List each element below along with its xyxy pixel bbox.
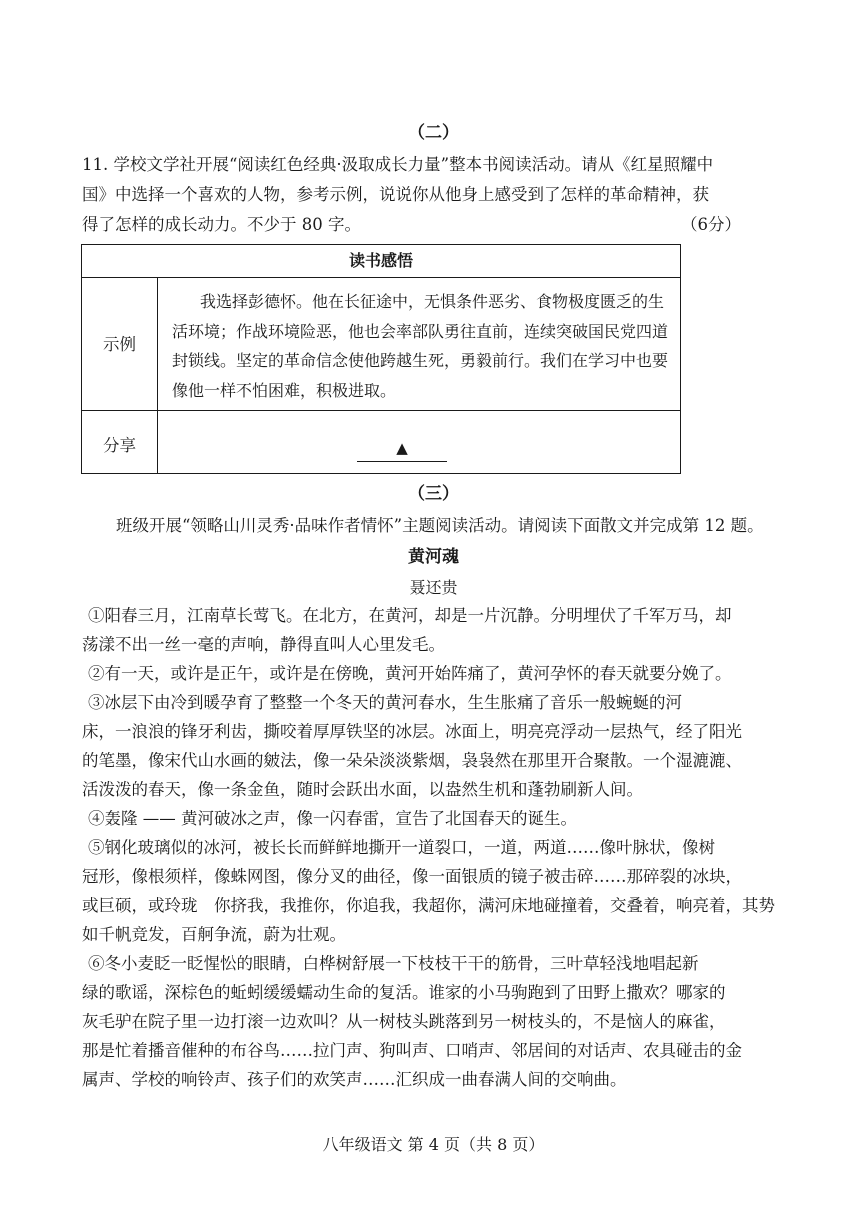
example-line-3: 封锁线。坚定的革命信念使他跨越生死，勇毅前行。我们在学习中也要	[172, 351, 669, 370]
essay-author: 聂还贵	[409, 578, 458, 597]
q11-line-1: 11. 学校文学社开展“阅读红色经典·汲取成长力量”整本书阅读活动。请从《红星照耀中	[82, 155, 714, 174]
essay-line: 灰毛驴在院子里一边打滚一边欢叫？从一树枝头跳落到另一树枝头的，不是恼人的麻雀，	[82, 1012, 726, 1031]
essay-line: 活泼泼的春天，像一条金鱼，随时会跃出水面，以盎然生机和蓬勃刷新人间。	[82, 780, 643, 799]
answer-blank[interactable]: ▲	[357, 437, 447, 462]
essay-line: 荡漾不出一丝一毫的声响，静得直叫人心里发毛。	[82, 635, 445, 654]
q11-line-3: 得了怎样的成长动力。不少于 80 字。	[82, 215, 361, 234]
example-label: 示例	[103, 335, 136, 354]
table-header: 读书感悟	[82, 245, 680, 278]
example-line-2: 活环境；作战环境险恶，他也会率部队勇往直前，连续突破国民党四道	[172, 322, 669, 341]
essay-line: 绿的歌谣，深棕色的蚯蚓缓缓蠕动生命的复活。谁家的小马驹跑到了田野上撒欢？哪家的	[82, 983, 726, 1002]
reading-reflection-table	[81, 244, 681, 474]
page-footer: 八年级语文 第 4 页（共 8 页）	[322, 1135, 545, 1154]
essay-line: 如千帆竞发，百舸争流，蔚为壮观。	[82, 925, 346, 944]
essay-line: ④轰隆 —— 黄河破冰之声，像一闪春雷，宣告了北国春天的诞生。	[88, 809, 577, 828]
essay-line: ②有一天，或许是正午，或许是在傍晚，黄河开始阵痛了，黄河孕怀的春天就要分娩了。	[88, 664, 732, 683]
essay-line: 或巨硕，或玲珑 你挤我，我推你，你追我，我超你，满河床地碰撞着，交叠着，响亮着，其势	[82, 896, 775, 915]
essay-line: 的笔墨，像宋代山水画的皴法，像一朵朵淡淡紫烟，袅袅然在那里开合聚散。一个湿漉漉、	[82, 751, 742, 770]
essay-line: 床，一浪浪的锋牙利齿，撕咬着厚厚铁坚的冰层。冰面上，明亮亮浮动一层热气，经了阳光	[82, 722, 742, 741]
section-2-heading: （二）	[408, 123, 459, 143]
essay-line: ③冰层下由冷到暖孕育了整整一个冬天的黄河春水，生生胀痛了音乐一般蜿蜒的河	[88, 693, 682, 712]
essay-line: 属声、学校的响铃声、孩子们的欢笑声……汇织成一曲春满人间的交响曲。	[82, 1070, 627, 1089]
section-3-heading: （三）	[408, 484, 459, 504]
activity-intro: 班级开展“领略山川灵秀·品味作者情怀”主题阅读活动。请阅读下面散文并完成第 12 题。	[116, 516, 764, 535]
example-line-1: 我选择彭德怀。他在长征途中，无惧条件恶劣、食物极度匮乏的生	[200, 292, 665, 311]
essay-line: 冠形，像根须样，像蛛网图，像分叉的曲径，像一面银质的镜子被击碎……那碎裂的冰块，	[82, 867, 742, 886]
share-label: 分享	[103, 436, 136, 455]
table-row-divider	[82, 410, 680, 411]
q11-line-2: 国》中选择一个喜欢的人物，参考示例，说说你从他身上感受到了怎样的革命精神，获	[82, 185, 709, 204]
essay-title: 黄河魂	[408, 547, 459, 567]
essay-line: ⑥冬小麦眨一眨惺忪的眼睛，白桦树舒展一下枝枝干干的筋骨，三叶草轻浅地唱起新	[88, 954, 699, 973]
essay-line: 那是忙着播音催种的布谷鸟……拉门声、狗叫声、口哨声、邻居间的对话声、农具碰击的金	[82, 1041, 742, 1060]
essay-line: ⑤钢化玻璃似的冰河，被长长而鲜鲜地撕开一道裂口，一道，两道……像叶脉状，像树	[88, 838, 715, 857]
table-column-divider	[157, 277, 158, 473]
q11-score: （6分）	[681, 215, 741, 234]
example-line-4: 像他一样不怕困难，积极进取。	[172, 381, 397, 400]
essay-line: ①阳春三月，江南草长莺飞。在北方，在黄河，却是一片沉静。分明埋伏了千军万马，却	[88, 606, 732, 625]
